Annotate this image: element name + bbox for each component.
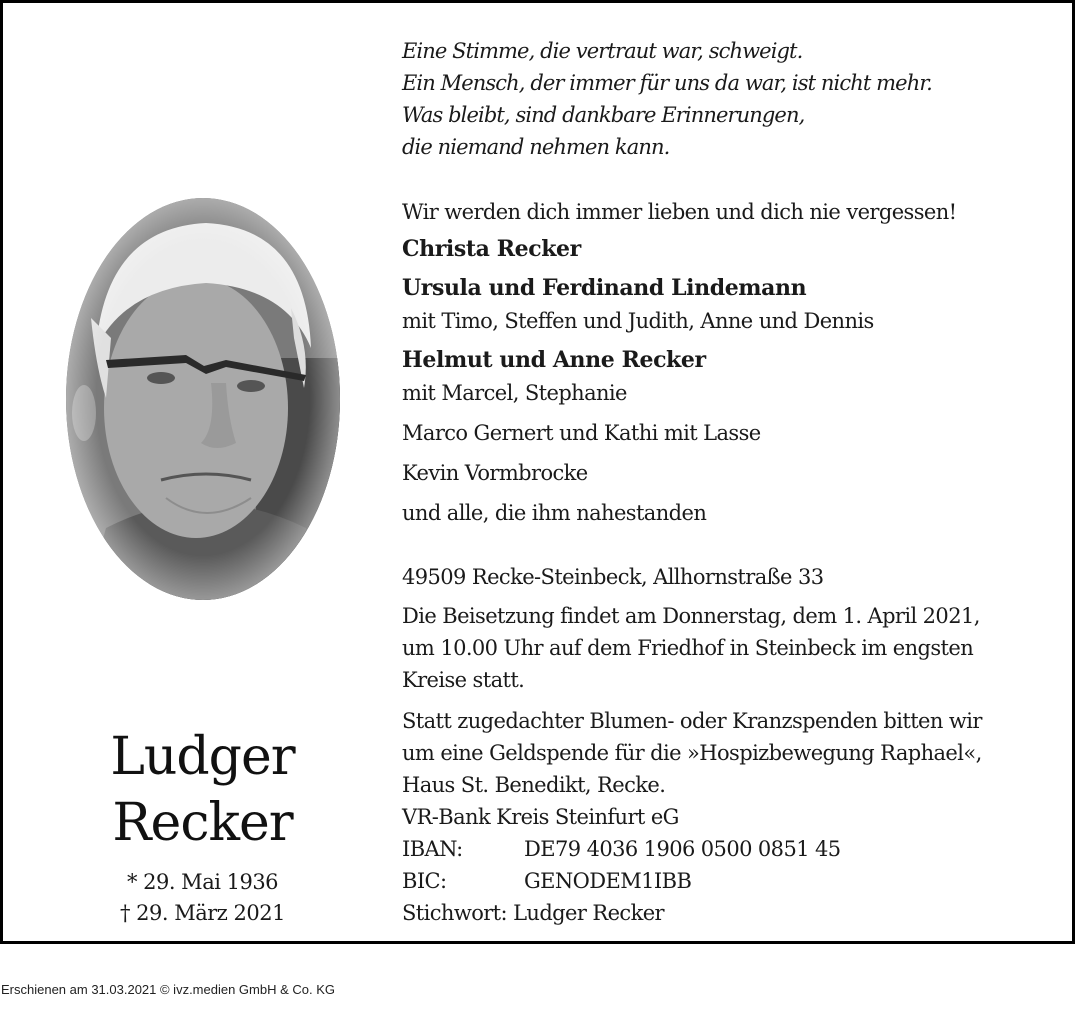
iban-value: DE79 4036 1906 0500 0851 45 [524,837,841,861]
deceased-first-name: Ludger [110,727,295,787]
dedication: Wir werden dich immer lieben und dich nie vergessen! [402,200,957,224]
mourner-name: Ursula und Ferdinand Lindemann [402,275,807,301]
publication-footer: Erschienen am 31.03.2021 © ivz.medien GmbH & Co. KG [1,982,336,997]
portrait-photo [66,198,340,600]
deceased-last-name: Recker [112,793,293,853]
bic-value: GENODEM1IBB [524,869,692,893]
death-date: † 29. März 2021 [120,901,285,925]
mourner-others: und alle, die ihm nahestanden [402,501,707,525]
poem-line: Eine Stimme, die vertraut war, schweigt. [402,39,803,63]
mourner-name: Kevin Vormbrocke [402,461,588,485]
donation-line: Statt zugedachter Blumen- oder Kranzspenden bitten wir [402,709,982,733]
mourner-name: Marco Gernert und Kathi mit Lasse [402,421,761,445]
mourner-name: Helmut und Anne Recker [402,347,706,373]
poem-line: Ein Mensch, der immer für uns da war, ist nicht mehr. [402,71,932,95]
mourner-name: Christa Recker [402,236,581,262]
address: 49509 Recke-Steinbeck, Allhornstraße 33 [402,565,824,589]
donation-line: Haus St. Benedikt, Recke. [402,773,666,797]
donation-keyword: Stichwort: Ludger Recker [402,901,664,925]
funeral-line: Die Beisetzung findet am Donnerstag, dem 1. April 2021, [402,604,980,628]
poem-line: die niemand nehmen kann. [402,135,670,159]
bic-label: BIC: [402,869,447,893]
photo-vignette [66,198,340,600]
donation-line: um eine Geldspende für die »Hospizbewegung Raphael«, [402,741,982,765]
funeral-line: um 10.00 Uhr auf dem Friedhof in Steinbeck im engsten [402,636,974,660]
mourner-family: mit Marcel, Stephanie [402,381,627,405]
mourner-family: mit Timo, Steffen und Judith, Anne und Dennis [402,309,874,333]
birth-date: * 29. Mai 1936 [126,870,279,894]
funeral-line: Kreise statt. [402,668,525,692]
bank-name: VR-Bank Kreis Steinfurt eG [402,805,679,829]
poem-line: Was bleibt, sind dankbare Erinnerungen, [402,103,805,127]
iban-label: IBAN: [402,837,463,861]
